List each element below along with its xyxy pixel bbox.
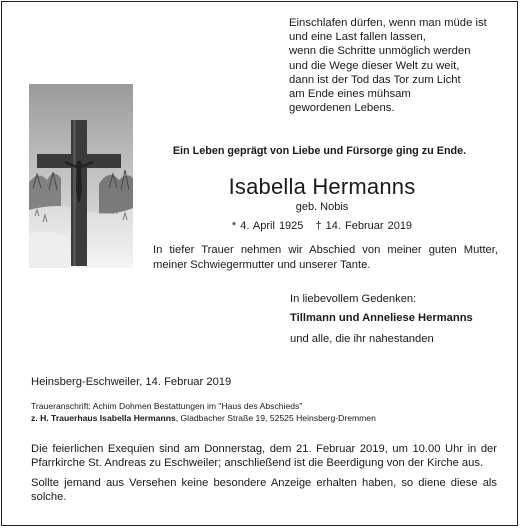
motto: Ein Leben geprägt von Liebe und Fürsorge ging zu Ende.: [172, 145, 467, 157]
poem-line: gewordenen Lebens.: [289, 102, 395, 115]
wayside-cross-photo: [29, 84, 133, 268]
mourners-names: Tillmann und Anneliese Hermanns: [290, 312, 473, 324]
address-rest: , Gladbacher Straße 19, 52525 Heinsberg-Dremmen: [175, 413, 376, 423]
place-date: Heinsberg-Eschweiler, 14. Februar 2019: [31, 376, 232, 388]
poem: [289, 16, 514, 115]
address-line-2: [31, 412, 376, 424]
poem-line: und die Wege dieser Welt zu weit,: [289, 59, 460, 72]
address-line-1: Traueranschrift: Achim Dohmen Bestattungen im "Haus des Abschieds": [31, 401, 303, 411]
maiden-name: geb. Nobis: [295, 201, 349, 213]
poem-line: wenn die Schritte unmöglich werden: [289, 45, 471, 58]
grief-text: In tiefer Trauer nehmen wir Abschied von meiner guten Mutter, meiner Schwiegermutter und unserer Tante.: [153, 244, 498, 271]
deceased-name: Isabella Hermanns: [228, 174, 416, 199]
poem-line: und eine Last fallen lassen,: [289, 31, 426, 44]
notice-text: Sollte jemand aus Versehen keine besondere Anzeige erhalten haben, so diene diese als solche.: [31, 477, 497, 504]
exequies-text: Die feierlichen Exequien sind am Donnerstag, dem 21. Februar 2019, um 10.00 Uhr in der Pfarrkirche St. Andreas zu Eschweiler; anschließend ist die Beerdigung von der Kirche aus.: [31, 443, 497, 470]
poem-line: am Ende eines mühsam: [289, 88, 411, 101]
obituary-card: [1, 1, 518, 526]
life-dates: [152, 220, 492, 232]
crucifix-icon: [29, 84, 133, 268]
memory-block: [290, 292, 510, 346]
death-date: † 14. Februar 2019: [315, 220, 413, 232]
birth-date: * 4. April 1925: [231, 220, 304, 232]
memory-label: In liebevollem Gedenken:: [290, 293, 417, 305]
poem-line: dann ist der Tod das Tor zum Licht: [289, 73, 461, 86]
mourning-address: [31, 400, 376, 424]
mourners-others: und alle, die ihr nahestanden: [290, 333, 434, 345]
address-bold: z. H. Trauerhaus Isabella Hermanns: [31, 413, 176, 423]
poem-line: Einschlafen dürfen, wenn man müde ist: [289, 17, 487, 29]
